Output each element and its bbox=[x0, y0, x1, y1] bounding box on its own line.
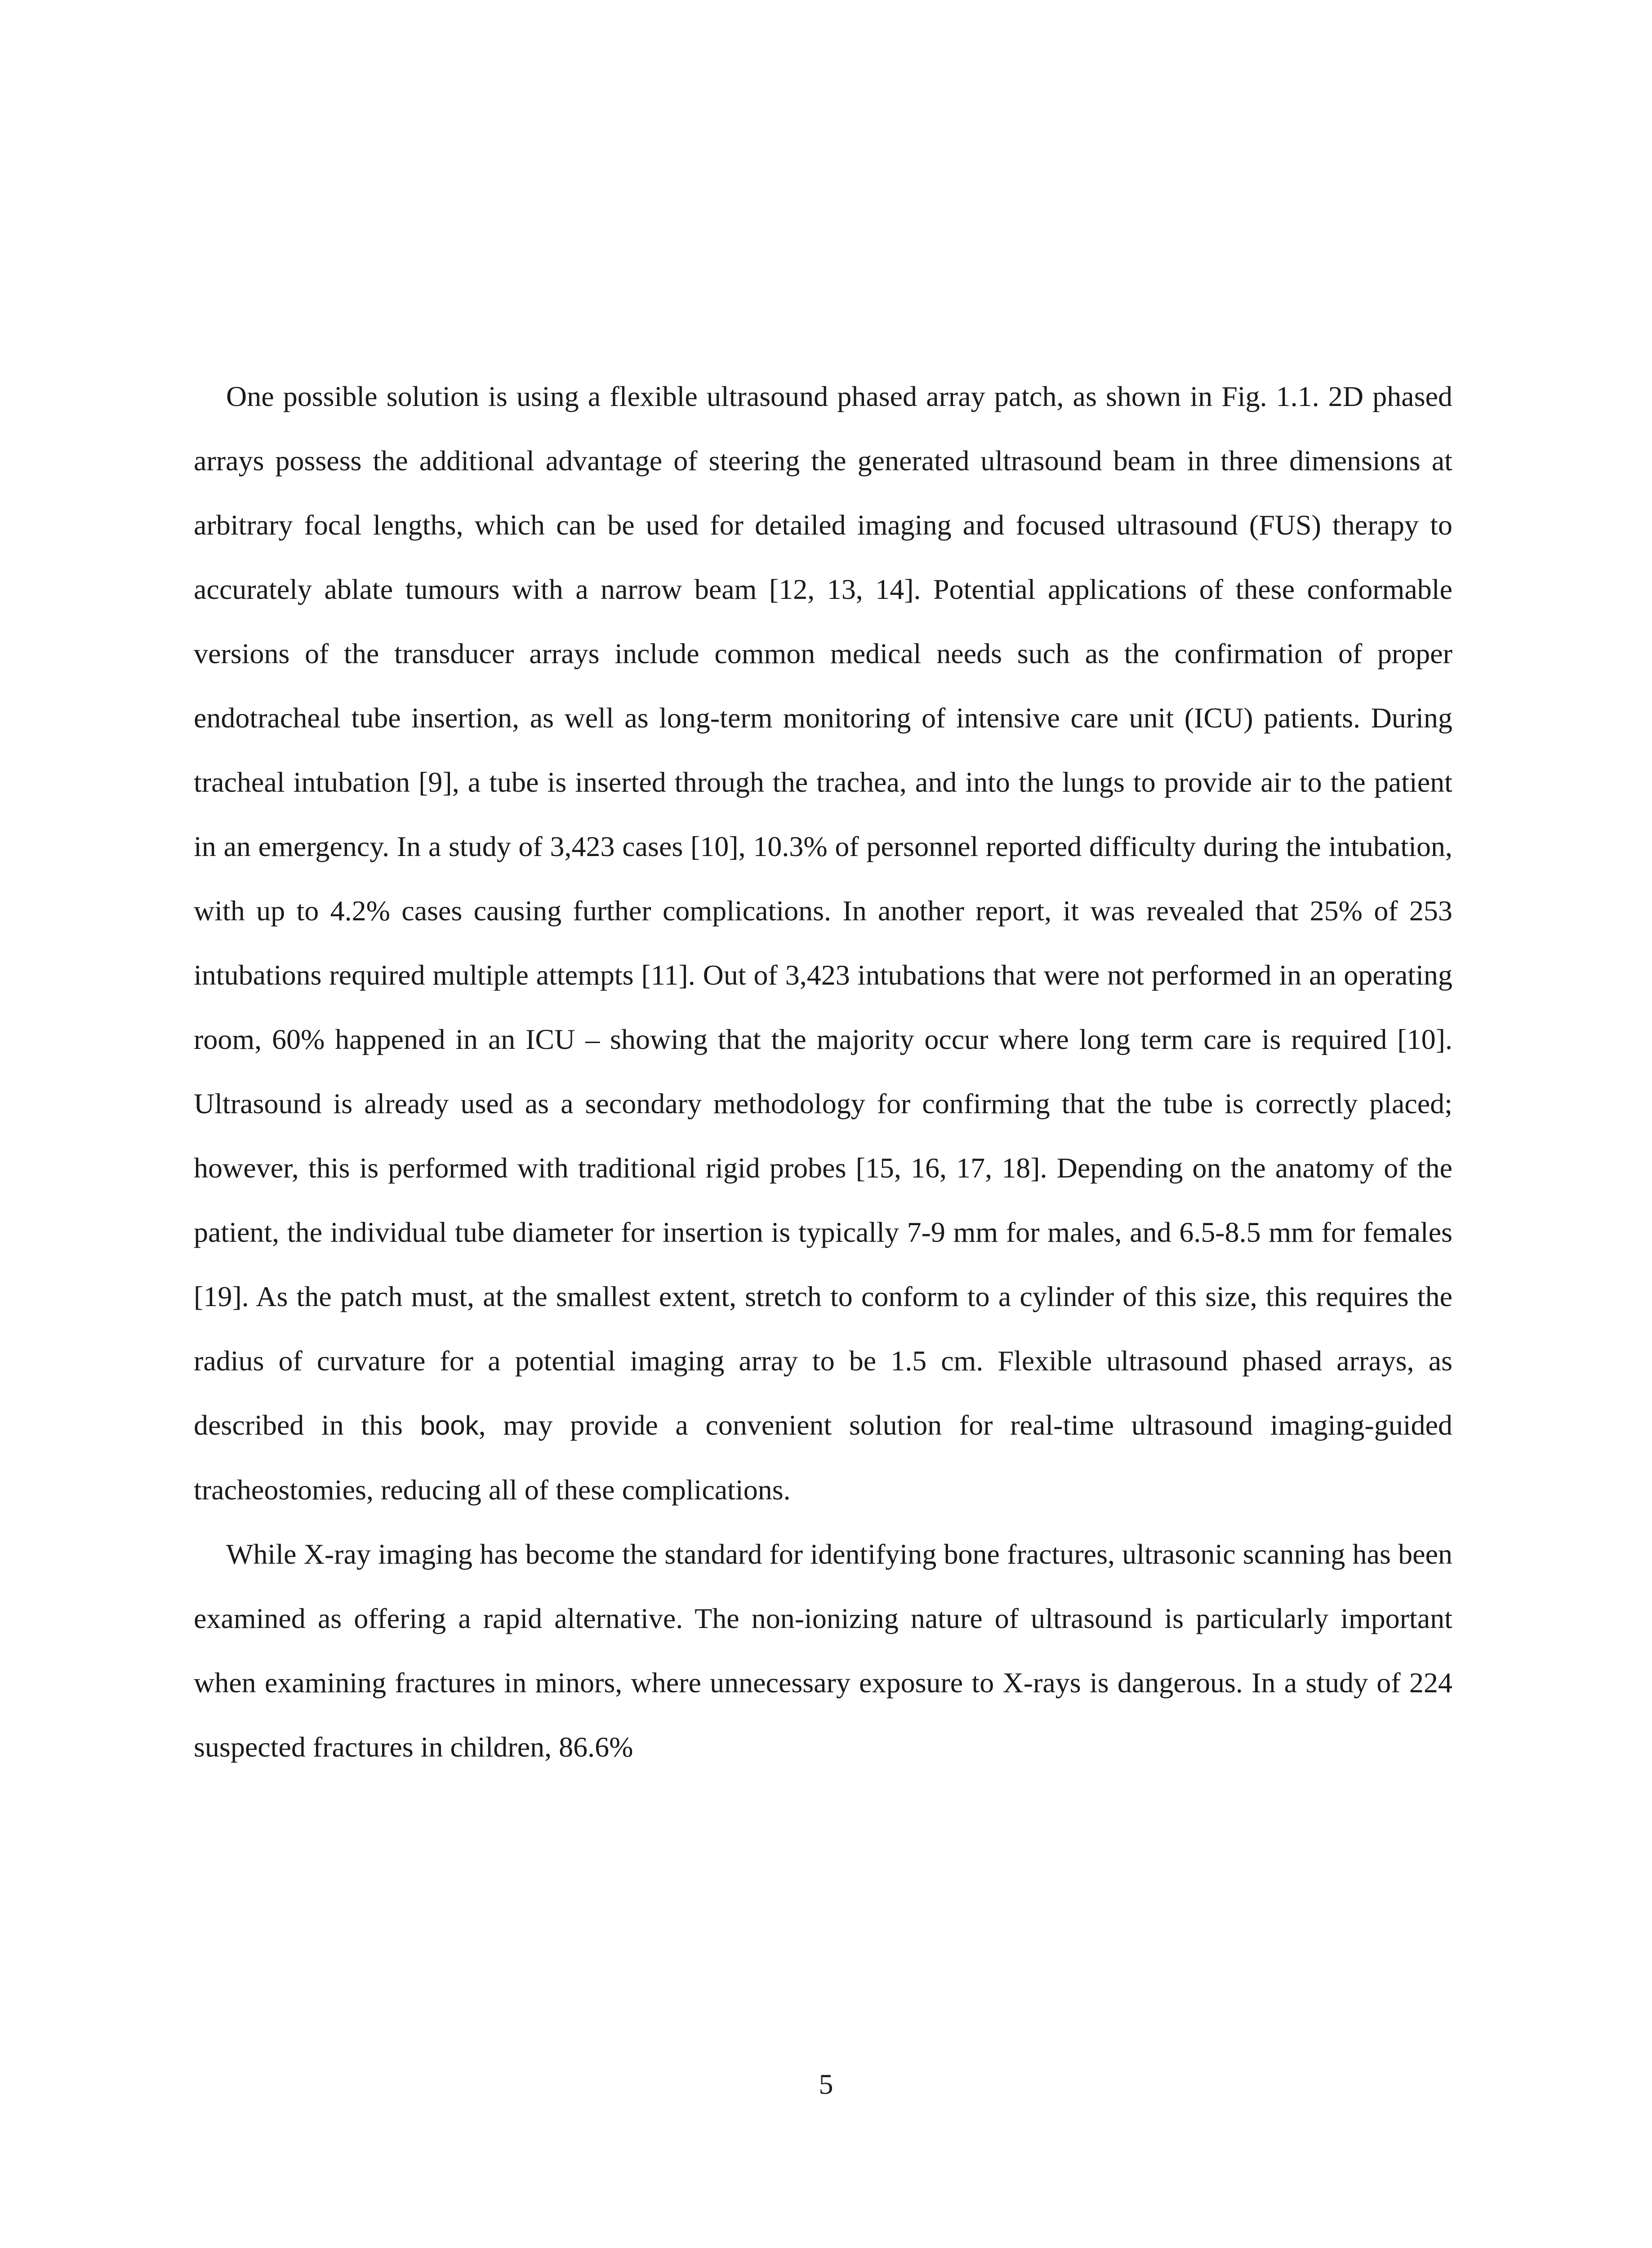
paragraph-2: While X-ray imaging has become the standard for identifying bone fractures, ultrasonic scanning has been examined as offering a rapid alternative. The non-ionizing nature of ultrasound is particularly important when examining fractures in minors, where unnecessary exposure to X-rays is dangerous. In a study of 224 suspected fractures in children, 86.6% bbox=[194, 1538, 1452, 1763]
body-text bbox=[194, 364, 1452, 1779]
paragraph-1-text-a: One possible solution is using a flexible ultrasound phased array patch, as shown in Fig. 1.1. 2D phased arrays possess the additional advantage of steering the generated ultrasound beam in three dimensions at arbitrary focal lengths, which can be used for detailed imaging and focused ultrasound (FUS) therapy to accurately ablate tumours with a narrow beam [12, 13, 14]. Potential applications of these conformable versions of the transducer arrays include common medical needs such as the confirmation of proper endotracheal tube insertion, as well as long-term monitoring of intensive care unit (ICU) patients. During tracheal intubation [9], a tube is inserted through the trachea, and into the lungs to provide air to the patient in an emergency. In a study of 3,423 cases [10], 10.3% of personnel reported difficulty during the intubation, with up to 4.2% cases causing further complications. In another report, it was revealed that 25% of 253 intubations required multiple attempts [11]. Out of 3,423 intubations that were not performed in an operating room, 60% happened in an ICU – showing that the majority occur where long term care is required [10]. Ultrasound is already used as a secondary methodology for confirming that the tube is correctly placed; however, this is performed with traditional rigid probes [15, 16, 17, 18]. Depending on the anatomy of the patient, the individual tube diameter for insertion is typically 7-9 mm for males, and 6.5-8.5 mm for females [19]. As the patch must, at the smallest extent, stretch to conform to a cylinder of this size, this requires the radius of curvature for a potential imaging array to be 1.5 cm. Flexible ultrasound phased arrays, as described in this bbox=[194, 380, 1452, 1441]
page-number: 5 bbox=[819, 2068, 833, 2100]
paragraph-1-text-b: , may provide a convenient solution for real-time ultrasound imaging-guided tracheostomies, reducing all of these complications. bbox=[194, 1409, 1453, 1506]
paragraph-1-sans-word: book bbox=[420, 1410, 479, 1441]
paragraph-1 bbox=[194, 364, 1452, 1522]
